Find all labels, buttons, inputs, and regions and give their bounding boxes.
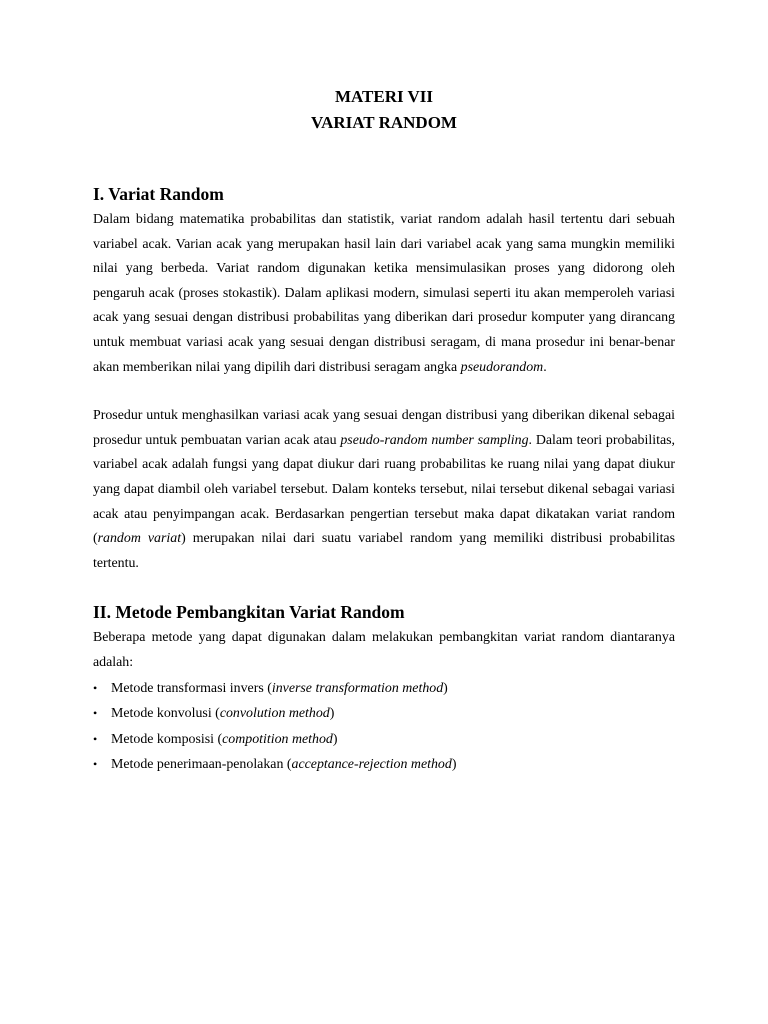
method-close: ): [332, 731, 338, 747]
method-label: Metode konvolusi (: [111, 706, 220, 721]
method-italic: inverse transformation method: [271, 680, 444, 696]
method-italic: compotition method: [222, 731, 333, 747]
list-item: [93, 752, 675, 778]
list-item: [93, 676, 675, 702]
method-close: ): [443, 680, 448, 696]
paragraph-2-text-a: Prosedur untuk menghasilkan variasi acak yang sesuai dengan distribusi yang diberikan dikenal sebagai prosedur untuk pembuatan varian acak atau: [93, 408, 675, 448]
method-label: Metode penerimaan-penolakan (: [111, 757, 292, 772]
paragraph-1-italic: pseudorandom: [460, 359, 544, 375]
section-2-intro: Beberapa metode yang dapat digunakan dalam melakukan pembangkitan variat random diantaranya adalah:: [93, 630, 675, 670]
paragraph-2-text-c: ) merupakan nilai dari suatu variabel random yang memiliki distribusi probabilitas tertentu.: [93, 531, 675, 571]
method-close: ): [329, 706, 335, 721]
paragraph-2-italic-1: pseudo-random number sampling: [340, 432, 529, 448]
method-italic: acceptance-rejection method: [291, 757, 452, 772]
method-label: Metode komposisi (: [111, 731, 223, 747]
document-page: [93, 84, 675, 778]
method-italic: convolution method: [219, 706, 330, 721]
paragraph-1-text-a: Dalam bidang matematika probabilitas dan statistik, variat random adalah hasil tertentu dari sebuah variabel acak. Varian acak yang merupakan hasil lain dari variabel acak yang sama mungkin memiliki nilai yang berbeda. Variat random digunakan ketika mensimulasikan proses yang didorong oleh pengaruh acak (proses stokastik). Dalam aplikasi modern, simulasi seperti itu akan memperoleh variasi acak yang sesuai dengan distribusi probabilitas yang diberikan dari prosedur komputer yang dirancang untuk membuat variasi acak yang sesuai dengan distribusi seragam, di mana prosedur ini benar-benar akan memberikan nilai yang dipilih dari distribusi seragam angka: [93, 212, 675, 375]
methods-list: [93, 676, 675, 778]
paragraph-1: [93, 208, 675, 380]
bullet-icon: •: [93, 680, 98, 695]
bullet-icon: •: [93, 731, 98, 746]
bullet-icon: •: [93, 706, 98, 720]
paragraph-2: [93, 404, 675, 576]
paragraph-1-text-b: .: [543, 359, 547, 375]
section-heading-1: I. Variat Random: [93, 184, 224, 204]
method-label: Metode transformasi invers (: [111, 680, 272, 696]
list-item: [93, 701, 675, 727]
document-title: MATERI VII: [334, 87, 434, 106]
bullet-icon: •: [93, 757, 98, 771]
title-block: [93, 84, 675, 136]
section-heading-2: II. Metode Pembangkitan Variat Random: [93, 602, 405, 623]
section-variat-random: [93, 182, 675, 576]
method-close: ): [451, 757, 457, 772]
section-metode-pembangkitan: [93, 600, 675, 777]
document-subtitle: VARIAT RANDOM: [311, 113, 457, 132]
list-item: [93, 727, 675, 753]
paragraph-2-text-b: . Dalam teori probabilitas, variabel acak adalah fungsi yang dapat diukur dari ruang probabilitas ke ruang nilai yang dapat diukur yang dapat diambil oleh variabel tersebut. Dalam konteks tersebut, nilai tersebut dikenal sebagai variasi acak atau penyimpangan acak. Berdasarkan pengertian tersebut maka dapat dikatakan variat random (: [93, 432, 675, 547]
paragraph-2-italic-2: random variat: [97, 531, 182, 547]
